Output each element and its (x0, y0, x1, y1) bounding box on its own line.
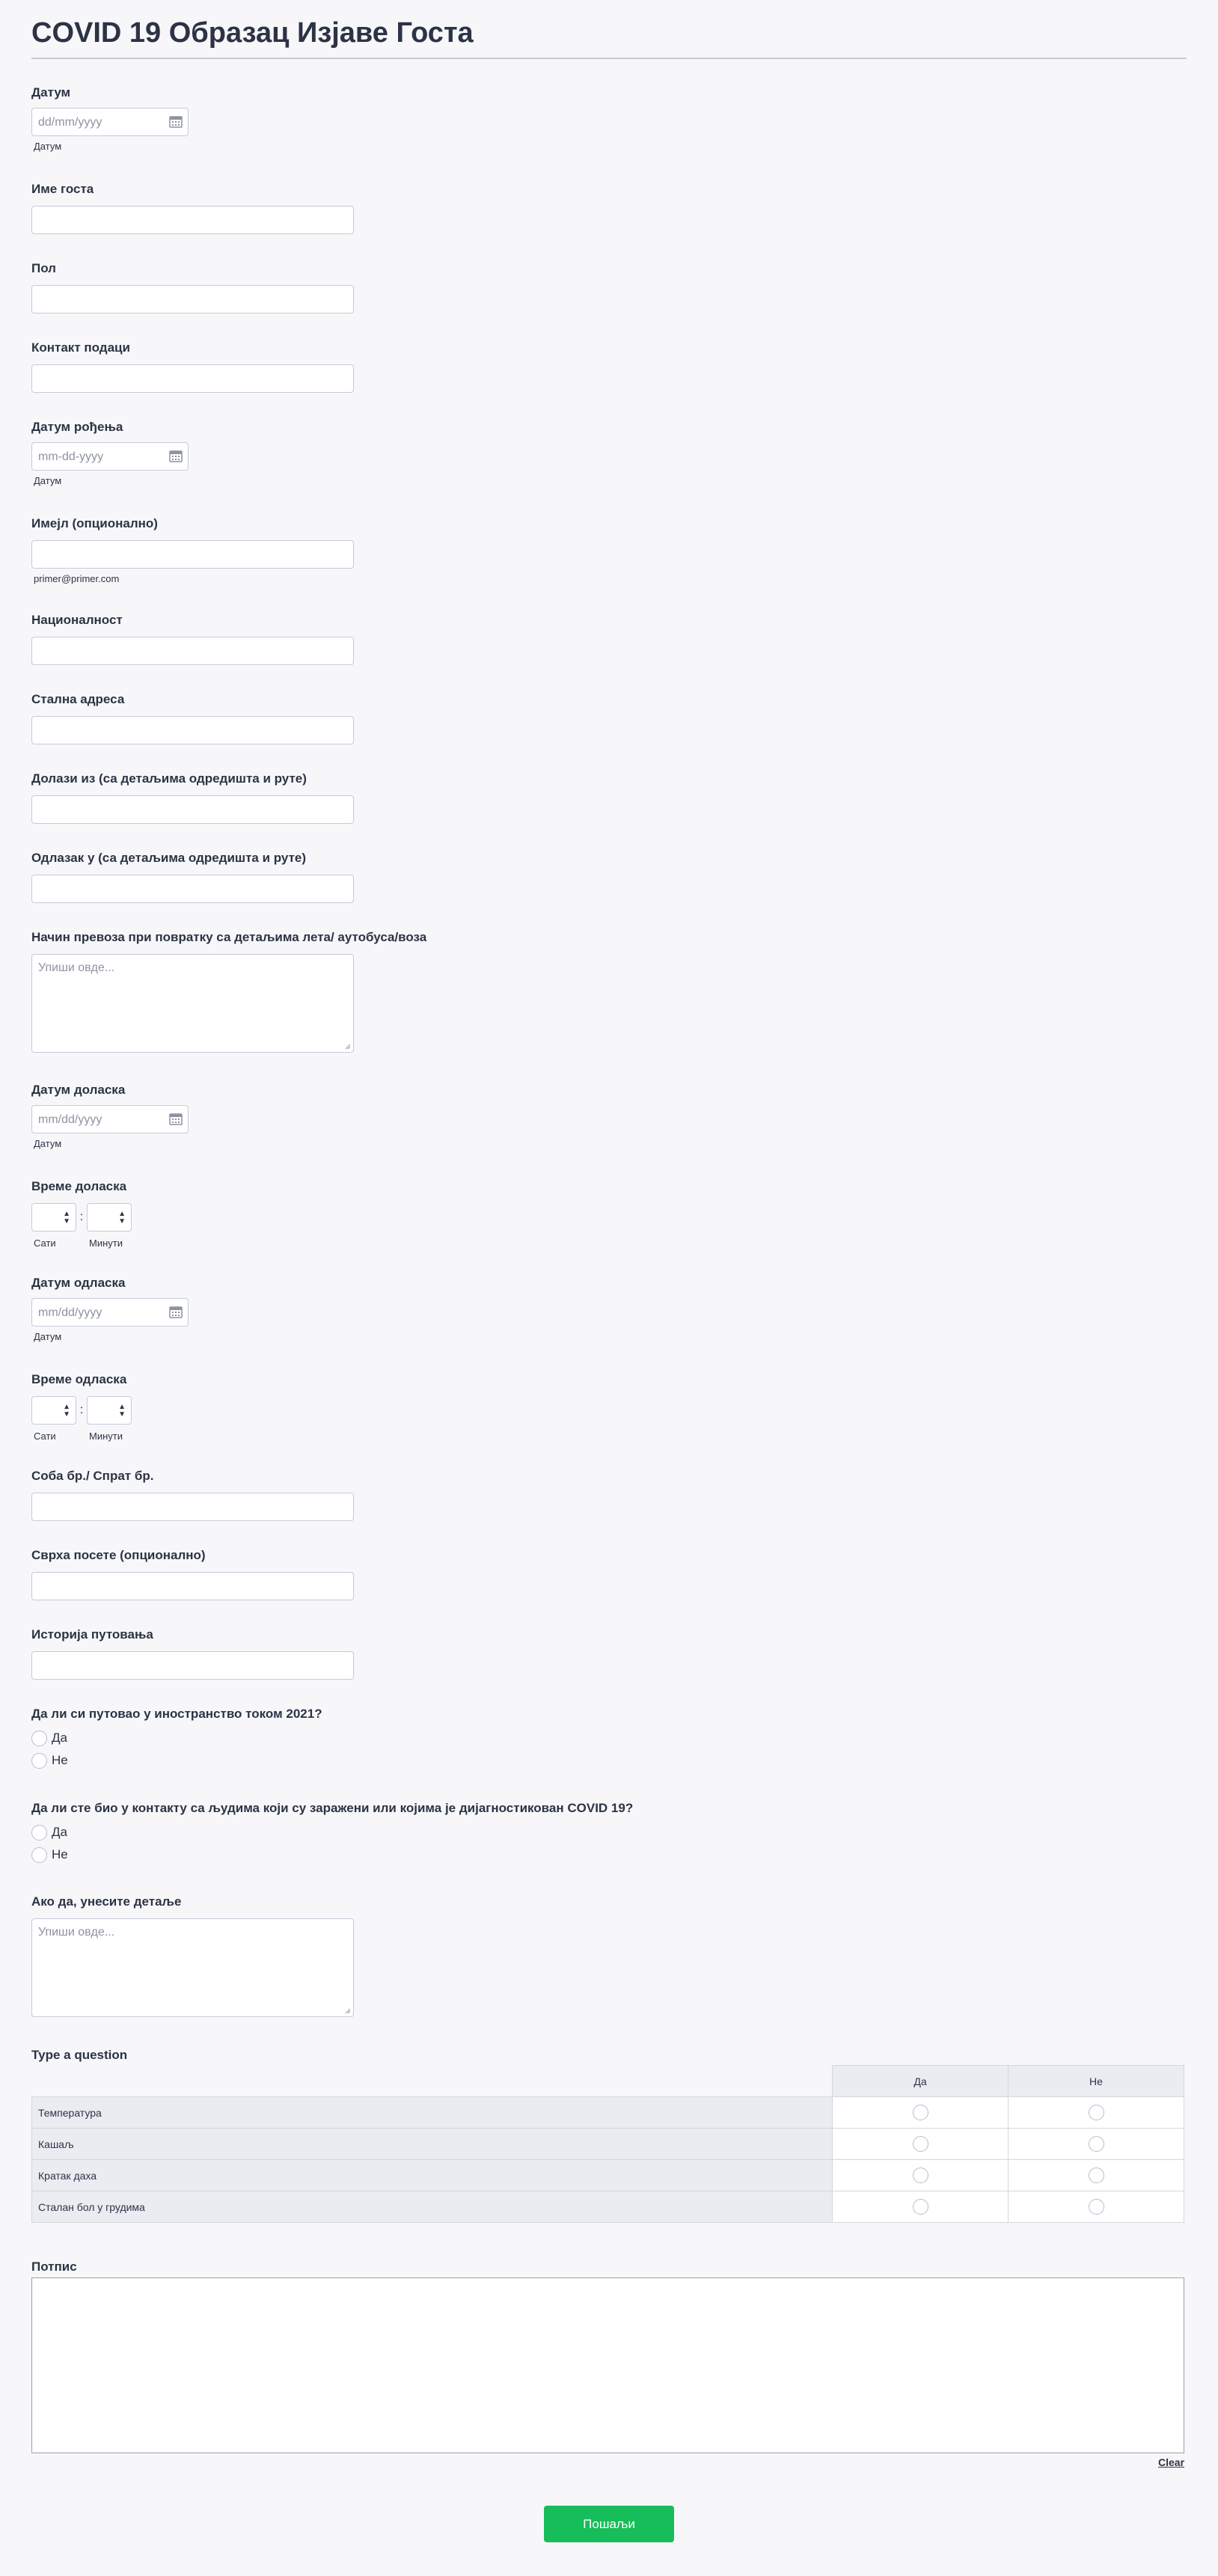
time-input-group (31, 1203, 132, 1249)
field-address (31, 692, 354, 744)
gender-input[interactable] (31, 285, 354, 313)
matrix-row-label: Кашаљ (32, 2129, 833, 2160)
radio-option-no[interactable] (31, 1846, 633, 1864)
field-birth-date (31, 420, 189, 487)
matrix-row (32, 2191, 1184, 2223)
minutes-sublabel: Минути (89, 1237, 123, 1249)
field-label: Датум одласка (31, 1276, 126, 1290)
field-arriving-from (31, 771, 354, 824)
field-label: Начин превоза при повратку са детаљима лета/ аутобуса/воза (31, 930, 427, 944)
field-label: Контакт подаци (31, 340, 130, 355)
calendar-icon[interactable] (169, 1113, 183, 1125)
field-sublabel: primer@primer.com (34, 573, 120, 584)
minutes-stepper[interactable] (87, 1396, 132, 1425)
radio-button[interactable] (913, 2199, 928, 2215)
radio-option-no[interactable] (31, 1752, 322, 1769)
matrix-cell[interactable] (833, 2129, 1009, 2160)
matrix-row (32, 2097, 1184, 2129)
field-arrival-date (31, 1083, 189, 1150)
purpose-input[interactable] (31, 1572, 354, 1600)
field-sublabel: Датум (34, 475, 62, 486)
hours-sublabel: Сати (34, 1237, 56, 1249)
field-label: Ако да, унесите детаље (31, 1894, 182, 1909)
details-textarea[interactable] (31, 1918, 354, 2017)
field-label: Одлазак у (са детаљима одредишта и руте) (31, 851, 307, 865)
departure-date-input[interactable] (31, 1298, 189, 1327)
symptom-matrix (31, 2065, 1184, 2223)
departing-to-input[interactable] (31, 875, 354, 903)
textarea-placeholder: Упиши овде... (38, 961, 115, 974)
radio-button[interactable] (1089, 2199, 1104, 2215)
field-label: Пол (31, 261, 56, 275)
field-sublabel: Датум (34, 141, 62, 152)
field-label: Да ли си путовао у иностранство током 2021? (31, 1707, 322, 1721)
field-email (31, 516, 354, 585)
minutes-sublabel: Минути (89, 1431, 123, 1442)
matrix-row-label: Кратак даха (32, 2160, 833, 2191)
field-label: Стална адреса (31, 692, 125, 706)
radio-button[interactable] (913, 2105, 928, 2120)
matrix-row (32, 2129, 1184, 2160)
matrix-corner (32, 2066, 833, 2097)
hours-stepper[interactable] (31, 1203, 76, 1232)
radio-button[interactable] (1089, 2136, 1104, 2152)
arriving-from-input[interactable] (31, 795, 354, 824)
field-purpose (31, 1548, 354, 1600)
email-input[interactable] (31, 540, 354, 569)
field-label: Време одласка (31, 1372, 127, 1386)
stepper-arrows-icon[interactable]: ▲ ▼ (118, 1403, 126, 1419)
header-divider (31, 58, 1187, 59)
field-label: Имејл (опционално) (31, 516, 158, 530)
birth-date-input[interactable] (31, 442, 189, 471)
field-guest-name (31, 182, 354, 234)
matrix-cell[interactable] (833, 2160, 1009, 2191)
form-header (31, 0, 1187, 59)
field-label: Долази из (са детаљима одредишта и руте) (31, 771, 307, 786)
time-separator: : (79, 1404, 84, 1416)
address-input[interactable] (31, 716, 354, 744)
date-placeholder: dd/mm/yyyy (38, 116, 102, 129)
field-sublabel: Датум (34, 1331, 62, 1342)
matrix-cell[interactable] (833, 2191, 1009, 2223)
radio-label: Да (52, 1731, 67, 1745)
stepper-arrows-icon[interactable]: ▲ ▼ (118, 1210, 126, 1226)
radio-button[interactable] (31, 1753, 47, 1769)
date-placeholder: mm/dd/yyyy (38, 1113, 102, 1126)
radio-label: Не (52, 1753, 68, 1767)
radio-option-yes[interactable] (31, 1823, 633, 1841)
date-placeholder: mm/dd/yyyy (38, 1306, 102, 1319)
radio-button[interactable] (913, 2136, 928, 2152)
field-departure-time (31, 1372, 132, 1443)
field-transport (31, 930, 426, 1053)
resize-grip-icon[interactable] (345, 1044, 351, 1050)
field-nationality (31, 613, 354, 665)
field-details (31, 1894, 354, 2017)
radio-option-yes[interactable] (31, 1729, 322, 1747)
nationality-input[interactable] (31, 637, 354, 665)
travel-history-input[interactable] (31, 1651, 354, 1680)
time-separator: : (79, 1211, 84, 1223)
minutes-stepper[interactable] (87, 1203, 132, 1232)
resize-grip-icon[interactable] (345, 2008, 351, 2014)
radio-button[interactable] (31, 1825, 47, 1841)
field-arrival-time (31, 1179, 132, 1249)
textarea-placeholder: Упиши овде... (38, 1926, 115, 1939)
field-label: Датум рођења (31, 420, 123, 434)
field-departing-to (31, 851, 354, 903)
calendar-icon[interactable] (169, 450, 183, 462)
radio-button[interactable] (1089, 2105, 1104, 2120)
matrix-column-header: Да (833, 2066, 1009, 2097)
field-label: Type a question (31, 2048, 128, 2062)
signature-pad[interactable] (31, 2277, 1184, 2453)
radio-button[interactable] (913, 2167, 928, 2183)
contact-input[interactable] (31, 364, 354, 393)
date-placeholder: mm-dd-yyyy (38, 450, 104, 463)
stepper-arrows-icon[interactable]: ▲ ▼ (63, 1210, 70, 1226)
matrix-row-label: Температура (32, 2097, 833, 2129)
date-input[interactable] (31, 108, 189, 136)
field-contact-infected (31, 1801, 633, 1864)
matrix-row-label: Сталан бол у грудима (32, 2191, 833, 2223)
field-label: Националност (31, 613, 123, 627)
stepper-arrows-icon[interactable]: ▲ ▼ (63, 1403, 70, 1419)
matrix-cell[interactable] (1009, 2129, 1184, 2160)
hours-sublabel: Сати (34, 1431, 56, 1442)
field-label: Сврха посете (опционално) (31, 1548, 206, 1562)
field-gender (31, 261, 354, 313)
field-signature (31, 2260, 77, 2274)
clear-signature-link[interactable]: Clear (1158, 2456, 1185, 2468)
radio-button[interactable] (31, 1731, 47, 1746)
field-label: Историја путовања (31, 1627, 153, 1642)
radio-button[interactable] (1089, 2167, 1104, 2183)
calendar-icon[interactable] (169, 115, 183, 128)
matrix-row (32, 2160, 1184, 2191)
field-departure-date (31, 1276, 189, 1343)
field-matrix (31, 2048, 127, 2063)
matrix-column-header: Не (1009, 2066, 1184, 2097)
submit-button[interactable]: Пошаљи (544, 2506, 674, 2542)
matrix-cell[interactable] (1009, 2097, 1184, 2129)
calendar-icon[interactable] (169, 1306, 183, 1318)
field-label: Датум доласка (31, 1083, 126, 1097)
field-date (31, 85, 189, 153)
field-label: Потпис (31, 2260, 77, 2274)
matrix-header-row (32, 2066, 1184, 2097)
radio-label: Не (52, 1847, 68, 1861)
arrival-date-input[interactable] (31, 1105, 189, 1133)
matrix-cell[interactable] (833, 2097, 1009, 2129)
field-contact (31, 340, 354, 393)
field-sublabel: Датум (34, 1138, 62, 1149)
transport-textarea[interactable] (31, 954, 354, 1053)
guest-name-input[interactable] (31, 206, 354, 234)
field-label: Датум (31, 85, 71, 100)
form-title: COVID 19 Образац Изјаве Госта (31, 17, 474, 49)
time-input-group (31, 1396, 132, 1443)
field-abroad (31, 1707, 322, 1769)
matrix-cell[interactable] (1009, 2160, 1184, 2191)
matrix-cell[interactable] (1009, 2191, 1184, 2223)
field-label: Име госта (31, 182, 94, 196)
field-label: Време доласка (31, 1179, 127, 1193)
field-label: Соба бр./ Спрат бр. (31, 1469, 154, 1483)
field-travel-history (31, 1627, 354, 1680)
hours-stepper[interactable] (31, 1396, 76, 1425)
radio-label: Да (52, 1825, 67, 1839)
field-room (31, 1469, 354, 1521)
field-label: Да ли сте био у контакту са људима који су заражени или којима је дијагностикован COVID 19? (31, 1801, 634, 1815)
radio-button[interactable] (31, 1847, 47, 1863)
room-input[interactable] (31, 1493, 354, 1521)
